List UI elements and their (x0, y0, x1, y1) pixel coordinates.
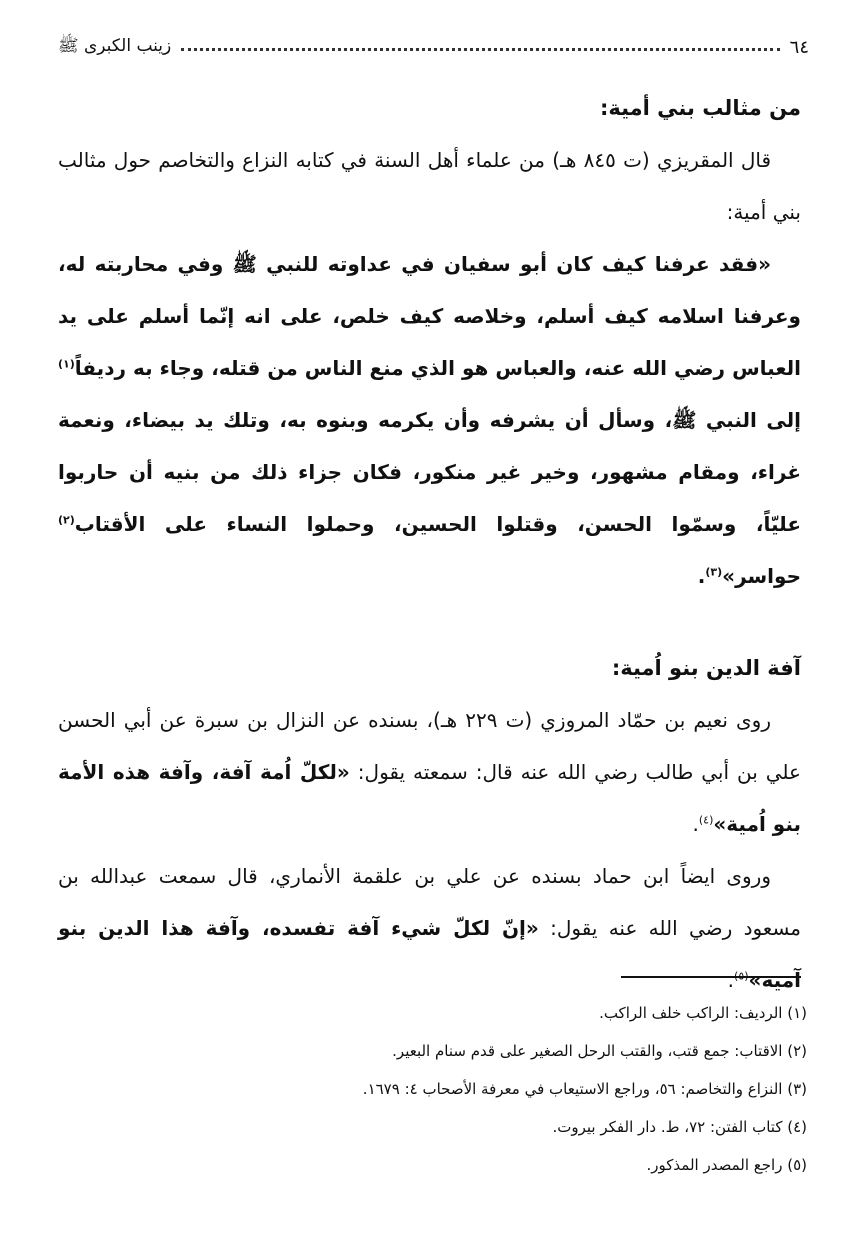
quote-text-3: حواسر» (722, 564, 801, 588)
ibn-hammad-end: . (727, 968, 735, 992)
footnotes (58, 994, 807, 1184)
quote-text-1: «فقد عرفنا كيف كان أبو سفيان في عداوته للنبي ﷺ وفي محاربته له، وعرفنا اسلامه كيف أسلم، وخلاصه كيف خلص، على انه إنّما أسلم على يد العباس رضي الله عنه، والعباس هو الذي منع الناس من قتله، وجاء به رديفاً (58, 252, 801, 380)
naim-text: روى نعيم بن حمّاد المروزي (ت ٢٢٩ هـ)، بسنده عن النزال بن سبرة عن أبي الحسن علي بن أبي طالب رضي الله عنه قال: سمعته يقول: (58, 708, 801, 784)
maqrizi-quote (58, 238, 801, 602)
naim-end: . (692, 812, 699, 836)
leader-dots (181, 48, 779, 51)
naim-quote: «لكلّ اُمة آفة، وآفة هذه الأمة بنو اُمية» (58, 760, 801, 836)
ibn-hammad-paragraph (58, 850, 801, 1006)
section-gap (58, 602, 801, 642)
page-number: ٦٤ (789, 36, 809, 58)
footnote-ref-4: (٤) (698, 813, 714, 827)
footnote-ref-5: (٥) (734, 969, 749, 983)
naim-paragraph (58, 694, 801, 850)
section-heading-2: آفة الدين بنو اُمية: (611, 656, 801, 680)
intro-paragraph: قال المقريزي (ت ٨٤٥ هـ) من علماء أهل السنة في كتابه النزاع والتخاصم حول مثالب بني أمية: (58, 148, 801, 224)
section-heading-1: من مثالب بني أمية: (599, 96, 801, 120)
footnote-5: (٥) راجع المصدر المذكور. (646, 1156, 807, 1174)
quote-end: . (697, 564, 706, 588)
main-text (58, 82, 801, 1006)
footnote-4: (٤) كتاب الفتن: ٧٢، ط. دار الفكر بيروت. (552, 1118, 807, 1136)
footnote-3: (٣) النزاع والتخاصم: ٥٦، وراجع الاستيعاب في معرفة الأصحاب ٤: ١٦٧٩. (362, 1080, 807, 1098)
footnote-2: (٢) الاقتاب: جمع قتب، والقتب الرحل الصغير على قدم سنام البعير. (392, 1042, 807, 1060)
running-head (58, 30, 809, 64)
footnote-1: (١) الرديف: الراكب خلف الراكب. (599, 1004, 807, 1022)
footnote-ref-1: (١) (58, 357, 75, 371)
ibn-hammad-text: وروى ايضاً ابن حماد بسنده عن علي بن علقمة الأنماري، قال سمعت عبدالله بن مسعود رضي الله عنه يقول: (58, 864, 802, 940)
quote-text-2: إلى النبي ﷺ، وسأل أن يشرفه وأن يكرمه وبنوه به، وتلك يد بيضاء، ونعمة غراء، ومقام مشهور، وخير غير منكور، فكان جزاء ذلك من بنيه أن حاربوا عليّاً، وسمّوا الحسن، وقتلوا الحسين، وحملوا النساء على الأقتاب (58, 408, 801, 536)
footnote-ref-3: (٣) (705, 565, 723, 579)
book-title: زينب الكبرى ﷺ (58, 35, 172, 56)
footnote-separator (621, 976, 801, 978)
ibn-masud-quote: «إنّ لكلّ شيء آفة تفسده، وآفة هذا الدين بنو آمية» (58, 916, 801, 992)
footnote-ref-2: (٢) (58, 513, 75, 527)
